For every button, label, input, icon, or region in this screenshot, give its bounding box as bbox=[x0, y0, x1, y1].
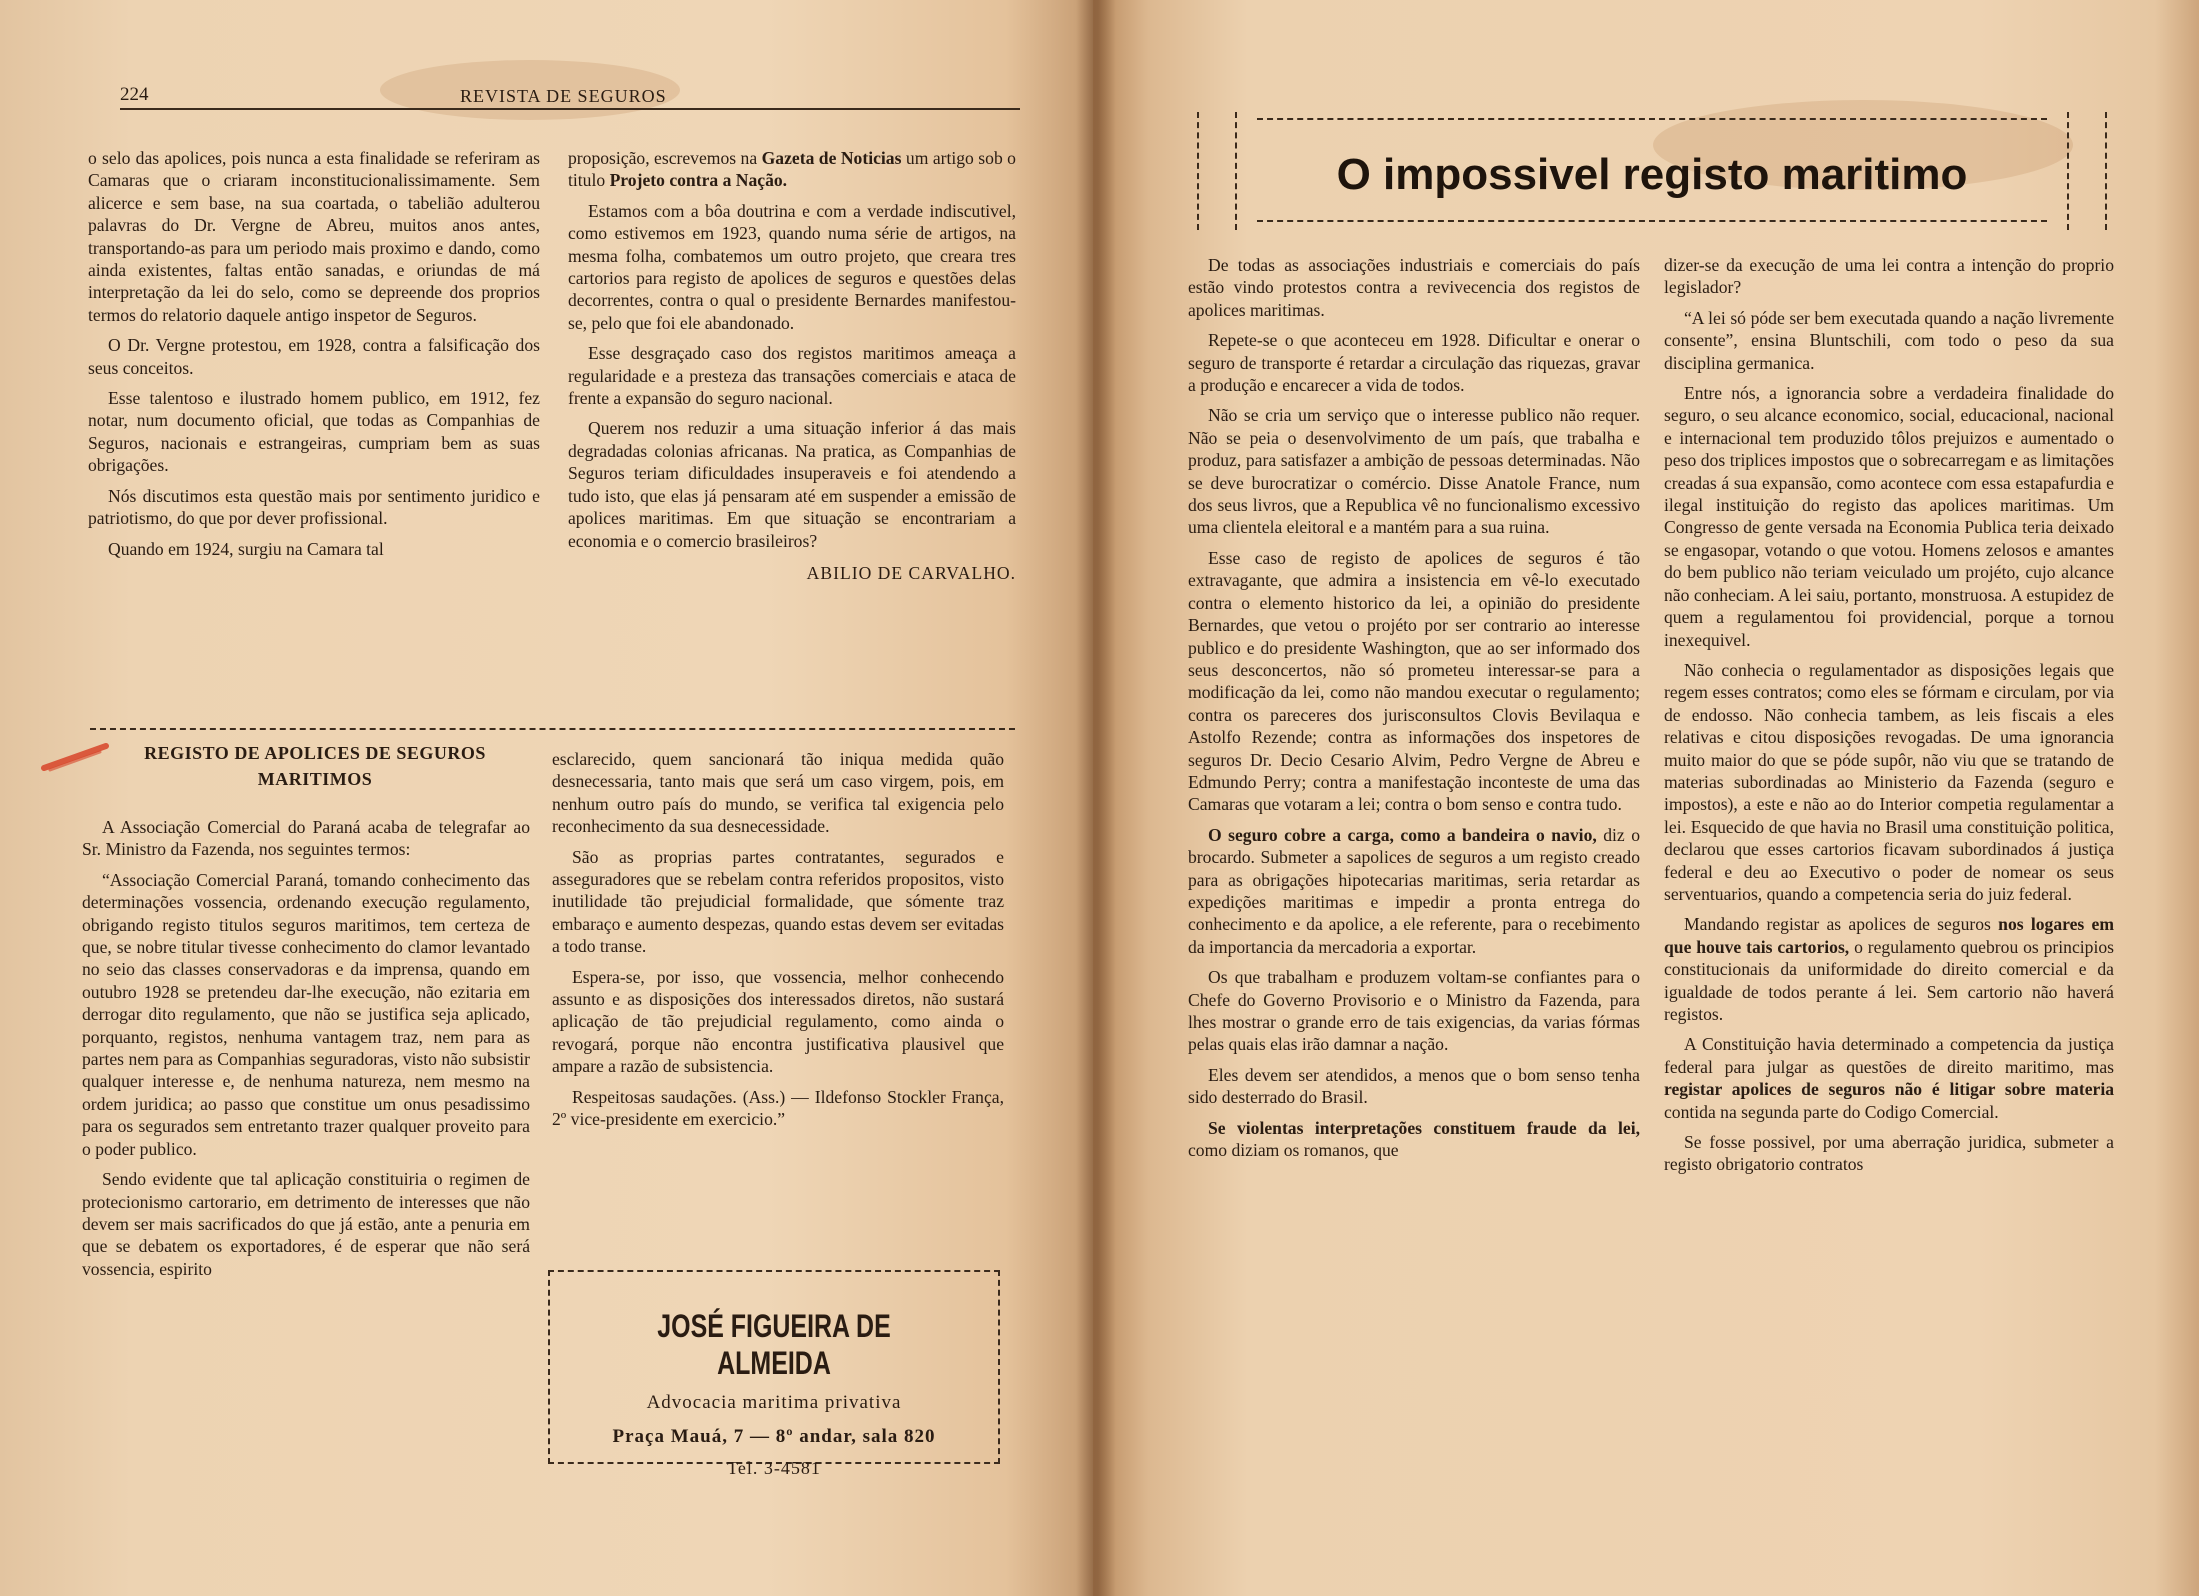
left-page bbox=[0, 0, 1093, 1596]
section-title-line-2: MARITIMOS bbox=[257, 769, 373, 789]
advert-address: Praça Mauá, 7 — 8º andar, sala 820 bbox=[612, 1426, 936, 1447]
paragraph: Os que trabalham e produzem voltam-se confiantes para o Chefe do Governo Provisorio e o Ministro da Fazenda, para lhes mostrar o grande erro de tais exigencias, da varias fórmas pelas quais elas irão damnar a nação. bbox=[1188, 967, 1640, 1055]
text-run: proposição, escrevemos na bbox=[568, 148, 758, 168]
paragraph: Nós discutimos esta questão mais por sentimento juridico e patriotismo, do que por dever profissional. bbox=[88, 485, 540, 529]
bold-text: Se violentas interpretações constituem fraude da lei, bbox=[1208, 1117, 1640, 1138]
paragraph: Esse talentoso e ilustrado homem publico, em 1912, fez notar, num documento oficial, que todas as Companhias de Seguros, nacionais e estrangeiras, cumpriam bem as suas obrigações. bbox=[88, 388, 540, 476]
text-run: contida na segunda parte do Codigo Comercial. bbox=[1664, 1101, 1999, 1122]
paragraph: Se fosse possivel, por uma aberração juridica, submeter a registo obrigatorio contratos bbox=[1664, 1132, 2114, 1175]
paragraph: Sendo evidente que tal aplicação constituiria o regimen de protecionismo cartorario, em detrimento de interesses que não devem ser mais sacrificados do que já estão, ante a penuria em que se debatem os exportadores, é de esperar que não será vossencia, espirito bbox=[82, 1169, 530, 1279]
advert-name: JOSÉ FIGUEIRA DE ALMEIDA bbox=[657, 1308, 891, 1381]
advert-phone: Tel. 3-4581 bbox=[727, 1458, 821, 1478]
paragraph: “A lei só póde ser bem executada quando a nação livremente consente”, ensina Bluntschili, com todo o peso da sua disciplina germanica. bbox=[1664, 307, 2114, 373]
paragraph: Esse desgraçado caso dos registos maritimos ameaça a regularidade e a presteza das transações comerciais e ataca de frente a expansão do seguro nacional. bbox=[568, 343, 1016, 409]
paragraph bbox=[1664, 913, 2114, 1025]
left-top-column-2 bbox=[568, 147, 1016, 584]
article-title-frame bbox=[1197, 112, 2117, 230]
section-title bbox=[95, 740, 535, 792]
paragraph: Estamos com a bôa doutrina e com a verdade indiscutivel, como estivemos em 1923, quando numa série de artigos, na mesma folha, combatemos um outro projeto, que creara tres cartorios para registo de apolices de seguros e questões delas decorrentes, contra o qual o presidente Bernardes manifestou-se, pelo que foi ele abandonado. bbox=[568, 200, 1016, 333]
page-number: 224 bbox=[120, 84, 149, 105]
running-header bbox=[120, 84, 1020, 110]
paragraph: São as proprias partes contratantes, segurados e asseguradores que se rebelam contra referidos propositos, visto inutilidade tão prejudicial formalidade, que sómente traz embaraço e aumento despezas, quando estas devem ser evitadas a todo transe. bbox=[552, 846, 1004, 957]
paragraph: esclarecido, quem sancionará tão iniqua medida quão desnecessaria, tanto mais que será um caso virgem, pois, em nenhum outro país do mundo, se verifica tal exigencia pelo reconhecimento da sua desnecessidade. bbox=[552, 749, 1004, 837]
paragraph bbox=[568, 147, 1016, 192]
text-run: o regulamento quebrou os principios constitucionais da uniformidade do direito comercial e da igualdade de todos perante á lei. Sem cartorio não haverá registos. bbox=[1664, 936, 2115, 1024]
text-run: Mandando registar as apolices de seguros bbox=[1684, 914, 1991, 935]
paragraph bbox=[1188, 1117, 1640, 1162]
book-gutter bbox=[1076, 0, 1116, 1596]
paragraph: Respeitosas saudações. (Ass.) — Ildefonso Stockler França, 2º vice-presidente em exercicio.” bbox=[552, 1086, 1004, 1130]
paragraph: dizer-se da execução de uma lei contra a intenção do proprio legislador? bbox=[1664, 255, 2114, 298]
author-signature: ABILIO DE CARVALHO. bbox=[806, 562, 1016, 583]
paragraph: Não conhecia o regulamentador as disposições legais que regem esses contratos; como eles se fórmam e circulam, por via de endosso. Não conhecia tambem, as leis fiscais a eles relativas e citou disposições revogadas. De uma ignorancia muito maior do que se póde supôr, não viu que se tratando de materias subordinadas ao Ministerio da Fazenda (seguro e impostos), a este e não ao do Interior competia regulamentar a lei. Esquecido de que havia no Brasil uma constituição politica, declarou que esses cartorios ficavam subordinados á justiça federal e deu ao Executivo o poder de nomear os seus serventuarios, quando a competencia seria do juiz federal. bbox=[1664, 659, 2114, 904]
paragraph: Querem nos reduzir a uma situação inferior á das mais degradadas colonias africanas. Na pratica, as Companhias de Seguros teriam dificuldades insuperaveis e foi atendendo a tudo isto, que elas já pensaram até em suspender a emissão de apolices maritimas. Em que situação se encontrariam a economia e o comercio brasileiros? bbox=[568, 418, 1016, 551]
paragraph: Não se cria um serviço que o interesse publico não requer. Não se peia o desenvolvimento de um país, que trabalha e produz, para satisfazer a ambição de pessoas determinadas. Não se deve burocratizar o comércio. Disse Anatole France, num dos seus livros, que a Republica vê no funcionalismo excessivo uma clientela eleitoral e a mantém para a sua ruina. bbox=[1188, 405, 1640, 538]
paragraph bbox=[1664, 1033, 2114, 1123]
bold-text: registar apolices de seguros não é litigar sobre materia bbox=[1664, 1079, 2114, 1100]
article-title: O impossivel registo maritimo bbox=[1336, 150, 1968, 199]
paragraph: Quando em 1924, surgiu na Camara tal bbox=[108, 538, 384, 559]
paragraph: Entre nós, a ignorancia sobre a verdadeira finalidade do seguro, o seu alcance economico, social, educacional, nacional e internacional tem produzido tôlos prejuizos e aumentado o peso dos triplices impostos que o sobrecarregam e as limitações creadas á sua expansão, como acontece com essa estapafurdia e ilegal instituição do registo das apolices maritimas. Um Congresso de gente versada na Economia Publica teria deixado se engasopar, votando o que votou. Homens zelosos e amantes do bem publico não teriam veiculado um projéto, cujo alcance não conheciam. A lei saiu, portanto, monstruosa. A estupidez de quem a regulamentou foi providencial, porque a tornou inexequivel. bbox=[1664, 383, 2114, 650]
newspaper-name: Gazeta de Noticias bbox=[761, 148, 902, 168]
paragraph: Espera-se, por isso, que vossencia, melhor conhecendo assunto e as disposições dos interessados diretos, não sustará aplicação de tão prejudicial regulamento, como ainda o revogará, porque não encontra justificativa plausivel que ampare a razão de subsistencia. bbox=[552, 966, 1004, 1077]
article-title: Projeto contra a Nação. bbox=[609, 170, 788, 191]
lawyer-advertisement bbox=[548, 1270, 1000, 1478]
paragraph: De todas as associações industriais e comerciais do país estão vindo protestos contra a revivecencia dos registos de apolices maritimas. bbox=[1188, 255, 1640, 320]
text-run: como diziam os romanos, que bbox=[1188, 1140, 1399, 1161]
paragraph bbox=[1188, 824, 1640, 958]
paragraph: O Dr. Vergne protestou, em 1928, contra a falsificação dos seus conceitos. bbox=[88, 335, 540, 378]
section-divider bbox=[90, 728, 1015, 730]
right-column-1 bbox=[1188, 254, 1640, 1169]
paragraph: “Associação Comercial Paraná, tomando conhecimento das determinações vossencia, ordenando execução regulamento, obrigando registo titulos seguros maritimos, tem certeza de que, se nobre titular tivesse conhecimento do clamor levantado no seio das classes conservadoras e da imprensa, quando em outubro 1928 se pretendeu dar-lhe execução, não ezitaria em derrogar dito regulamento, que não se justifica seja aplicado, porquanto, registos, nenhuma vantagem traz, nem para as partes nem para as Companhias seguradoras, visto não subsistir qualquer interesse e, de nenhuma natureza, nem mesmo na ordem juridica; ao passo que constitue um onus pesadissimo para os segurados sem entretanto trazer qualquer proveito para o poder publico. bbox=[82, 869, 530, 1159]
paragraph: o selo das apolices, pois nunca a esta finalidade se referiram as Camaras que o criaram inconstitucionalissimamente. Sem alicerce e sem base, na sua coartada, o tabelião adulterou palavras do Dr. Vergne de Abreu, muitos anos antes, transportando-as para um periodo mais proximo e dando, como ainda existentes, faltas então sanadas, e oriundas de má interpretação da lei do selo, como se depreende dos proprios termos do relatorio daquele antigo inspetor de Seguros. bbox=[88, 148, 540, 325]
paragraph: Repete-se o que aconteceu em 1928. Dificultar e onerar o seguro de transporte é retardar a circulação das riquezas, gravar a produção e encarecer a vida de todos. bbox=[1188, 330, 1640, 396]
title-frame-right-bars bbox=[2067, 112, 2107, 230]
right-column-2 bbox=[1664, 254, 2114, 1184]
paragraph: Esse caso de registo de apolices de seguros é tão extravagante, que admira a insistencia em vê-lo executado contra o elemento historico da lei, a opinião do presidente Bernardes, que vetou o projéto por ser contrario ao interesse publico e do presidente Washington, que ao ser informado dos seus desconcertos, não só prometeu interessar-se para a modificação da lei, como não mandou executar o regulamento; contra os pareceres dos jurisconsultos Clovis Bevilaqua e Astolfo Rezende; contra as informações dos inspetores de seguros Dr. Decio Cesario Alvim, Pedro Vergne de Abreu e Edmundo Perry; contra a manifestação inconteste de uma das Camaras que votaram a lei; contra o bom senso e contra tudo. bbox=[1188, 547, 1640, 815]
bold-text: nos logares em que houve tais cartorios, bbox=[1664, 914, 2114, 957]
title-box bbox=[1257, 118, 2047, 222]
text-run: A Constituição havia determinado a competencia da justiça federal para julgar as questões de direito maritimo, mas bbox=[1664, 1034, 2114, 1077]
paragraph: A Associação Comercial do Paraná acaba de telegrafar ao Sr. Ministro da Fazenda, nos seguintes termos: bbox=[82, 817, 530, 860]
text-run: um artigo sob o titulo bbox=[568, 148, 1016, 191]
left-bottom-column-2 bbox=[552, 748, 1004, 1139]
text-run: diz o brocardo. Submeter a sapolices de seguros a um registo creado para as obrigações hipotecarias maritimas, seria retardar as expedições maritimas e impedir a pronta entrega do conhecimento e da apolice, a ele referente, para o recebimento da importancia da mercadoria a exportar. bbox=[1188, 824, 1640, 957]
advert-subtitle: Advocacia maritima privativa bbox=[646, 1392, 902, 1413]
journal-title: REVISTA DE SEGUROS bbox=[460, 86, 667, 106]
bold-text: O seguro cobre a carga, como a bandeira o navio, bbox=[1208, 824, 1597, 845]
paragraph: Eles devem ser atendidos, a menos que o bom senso tenha sido desterrado do Brasil. bbox=[1188, 1064, 1640, 1108]
title-frame-left-bars bbox=[1197, 112, 1237, 230]
left-top-column-1 bbox=[88, 147, 540, 568]
section-title-line-1: REGISTO DE APOLICES DE SEGUROS bbox=[144, 743, 486, 763]
left-bottom-column-1 bbox=[82, 816, 530, 1288]
